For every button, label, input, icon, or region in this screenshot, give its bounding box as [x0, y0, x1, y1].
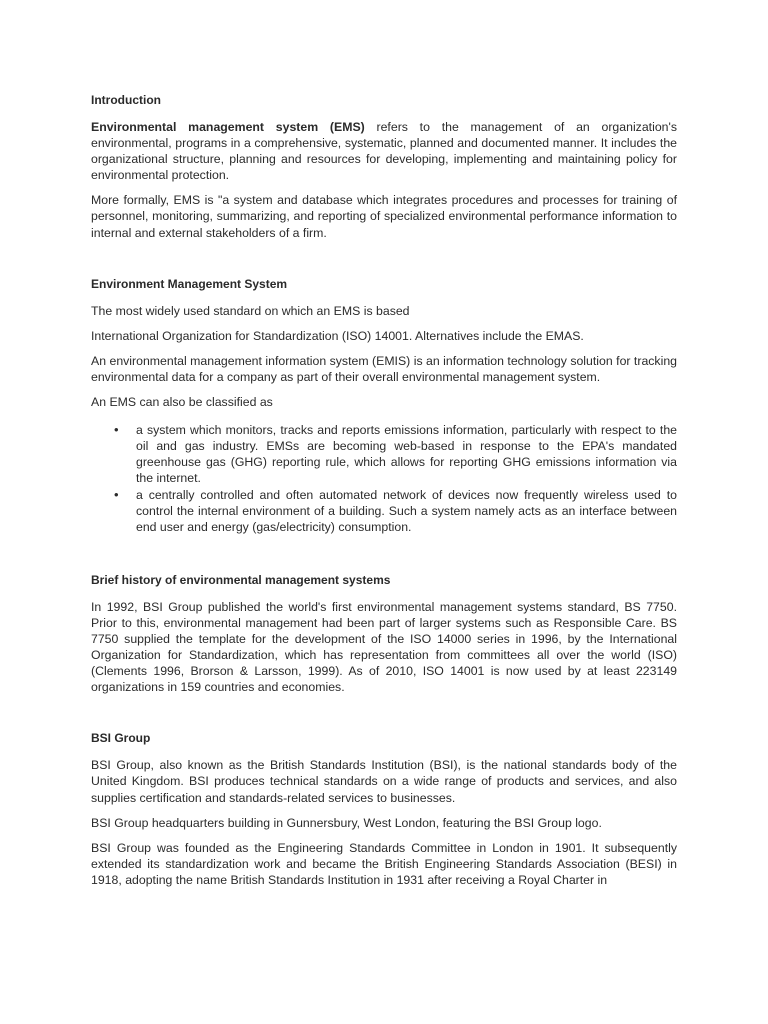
paragraph: More formally, EMS is "a system and database which integrates procedures and processes for training of personnel, monitoring, summarizing, and reporting of specialized environmental performance information to internal and external stakeholders of a firm. — [91, 193, 677, 240]
paragraph: BSI Group headquarters building in Gunnersbury, West London, featuring the BSI Group logo. — [91, 815, 602, 830]
section-introduction — [91, 92, 677, 241]
section-bsi-group — [91, 730, 677, 888]
paragraph: BSI Group was founded as the Engineering Standards Committee in London in 1901. It subsequently extended its standardization work and became the British Engineering Standards Association (BESI) in 1918, adopting the name British Standards Institution in 1931 after receiving a Royal Charter in — [91, 840, 677, 887]
paragraph-text: refers to the management of an organization's environmental, programs in a comprehensive, systematic, planned and documented manner. It includes the organizational structure, planning and resources for developing, implementing and maintaining policy for environmental protection. — [91, 120, 677, 183]
section-heading: BSI Group — [91, 731, 151, 746]
section-heading: Brief history of environmental management systems — [91, 572, 391, 587]
paragraph — [91, 119, 677, 183]
list-item: • a system which monitors, tracks and reports emissions information, particularly with respect to the oil and gas industry. EMSs are becoming web-based in response to the EPA's mandated greenhouse gas (GHG) reporting rule, which allows for reporting GHG emissions information via the internet. — [136, 422, 677, 486]
section-history — [91, 572, 677, 696]
section-ems — [91, 276, 677, 535]
section-heading: Introduction — [91, 93, 161, 107]
bold-term: Environmental management system (EMS) — [91, 120, 365, 134]
section-heading: Environment Management System — [91, 276, 288, 291]
paragraph: The most widely used standard on which an EMS is based — [91, 303, 410, 318]
list-item: • a centrally controlled and often automated network of devices now frequently wireless used to control the internal environment of a building. Such a system namely acts as an interface between end user and energy (gas/electricity) consumption. — [136, 487, 677, 535]
bullet-list — [91, 422, 677, 535]
paragraph: An EMS can also be classified as — [91, 395, 273, 410]
paragraph: An environmental management information system (EMIS) is an information technology solution for tracking environmental data for a company as part of their overall environmental management system. — [91, 353, 677, 384]
paragraph: BSI Group, also known as the British Standards Institution (BSI), is the national standards body of the United Kingdom. BSI produces technical standards on a wide range of products and services, and also supplies certification and standards-related services to businesses. — [91, 758, 677, 805]
paragraph: International Organization for Standardization (ISO) 14001. Alternatives include the EMAS. — [91, 328, 584, 343]
paragraph: In 1992, BSI Group published the world's first environmental management systems standard, BS 7750. Prior to this, environmental management had been part of larger systems such as Responsible Care. BS 7750 supplied the template for the development of the ISO 14000 series in 1996, by the International Organization for Standardization, which has representation from committees all over the world (ISO) (Clements 1996, Brorson & Larsson, 1999). As of 2010, ISO 14001 is now used by at least 223149 organizations in 159 countries and economies. — [91, 599, 677, 695]
